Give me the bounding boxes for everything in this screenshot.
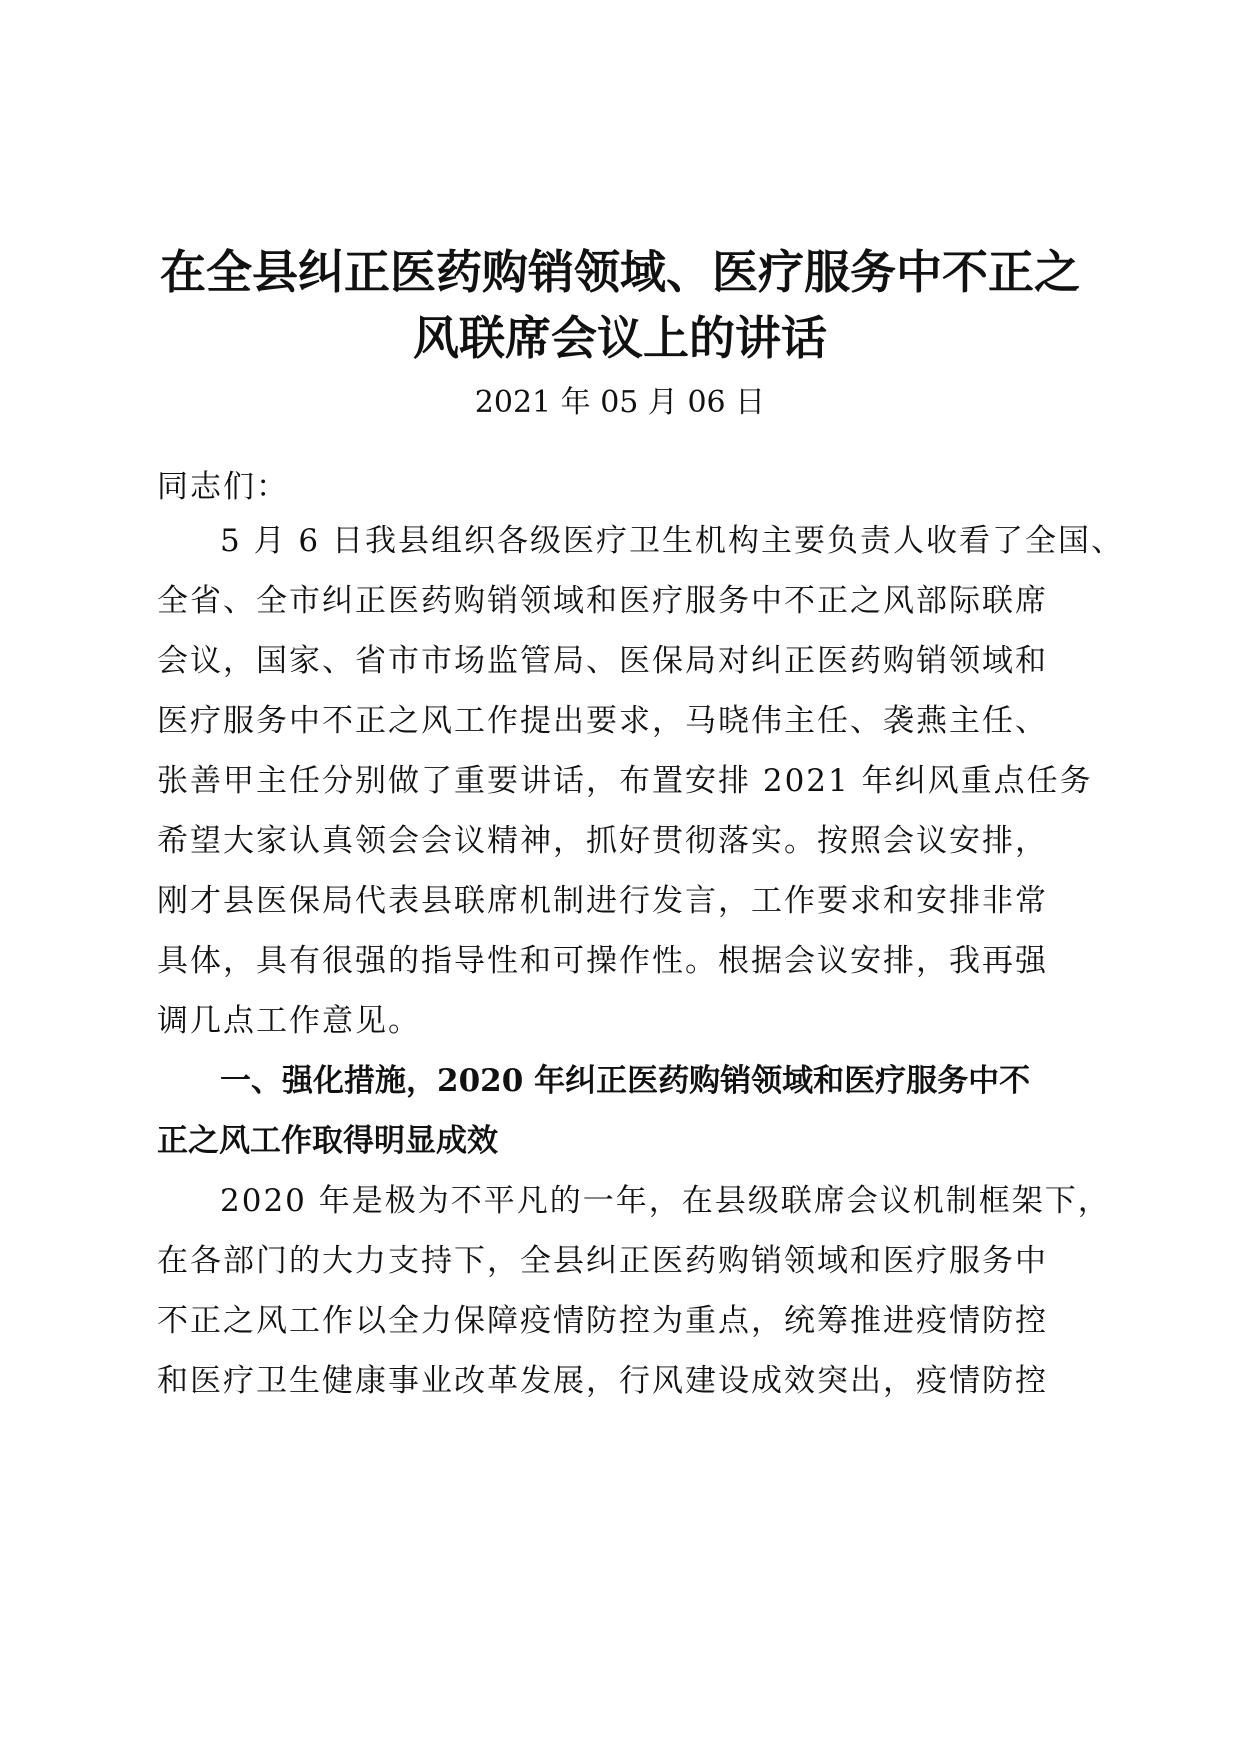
paragraph-1-line: 医疗服务中不正之风工作提出要求，马晓伟主任、袭燕主任、 [157, 703, 1048, 739]
document-title-line-2: 风联席会议上的讲话 [413, 311, 827, 365]
paragraph-2-line: 2020 年是极为不平凡的一年，在县级联席会议机制框架下， [220, 1183, 1111, 1219]
document-date: 2021 年 05 月 06 日 [474, 385, 766, 420]
paragraph-1-line: 调几点工作意见。 [157, 1003, 421, 1039]
document-title-line-1: 在全县纠正医药购销领域、医疗服务中不正之 [160, 245, 1080, 299]
paragraph-1-line: 具体，具有很强的指导性和可操作性。根据会议安排，我再强 [157, 943, 1048, 979]
section-heading-1-line: 一、强化措施，2020 年纠正医药购销领域和医疗服务中不 [220, 1063, 1031, 1099]
paragraph-1-line: 5 月 6 日我县组织各级医疗卫生机构主要负责人收看了全国、 [220, 523, 1125, 559]
paragraph-1-line: 全省、全市纠正医药购销领域和医疗服务中不正之风部际联席 [157, 583, 1048, 619]
section-heading-1-line: 正之风工作取得明显成效 [157, 1123, 498, 1159]
paragraph-2-line: 在各部门的大力支持下，全县纠正医药购销领域和医疗服务中 [157, 1243, 1048, 1279]
paragraph-2-line: 不正之风工作以全力保障疫情防控为重点，统筹推进疫情防控 [157, 1303, 1048, 1339]
paragraph-2-line: 和医疗卫生健康事业改革发展，行风建设成效突出，疫情防控 [157, 1363, 1048, 1399]
paragraph-1-line: 张善甲主任分别做了重要讲话，布置安排 2021 年纠风重点任务 [157, 763, 1093, 799]
paragraph-1-line: 刚才县医保局代表县联席机制进行发言，工作要求和安排非常 [157, 883, 1048, 919]
salutation: 同志们： [157, 469, 289, 505]
paragraph-1-line: 会议，国家、省市市场监管局、医保局对纠正医药购销领域和 [157, 643, 1048, 679]
paragraph-1-line: 希望大家认真领会会议精神，抓好贯彻落实。按照会议安排， [157, 823, 1048, 859]
